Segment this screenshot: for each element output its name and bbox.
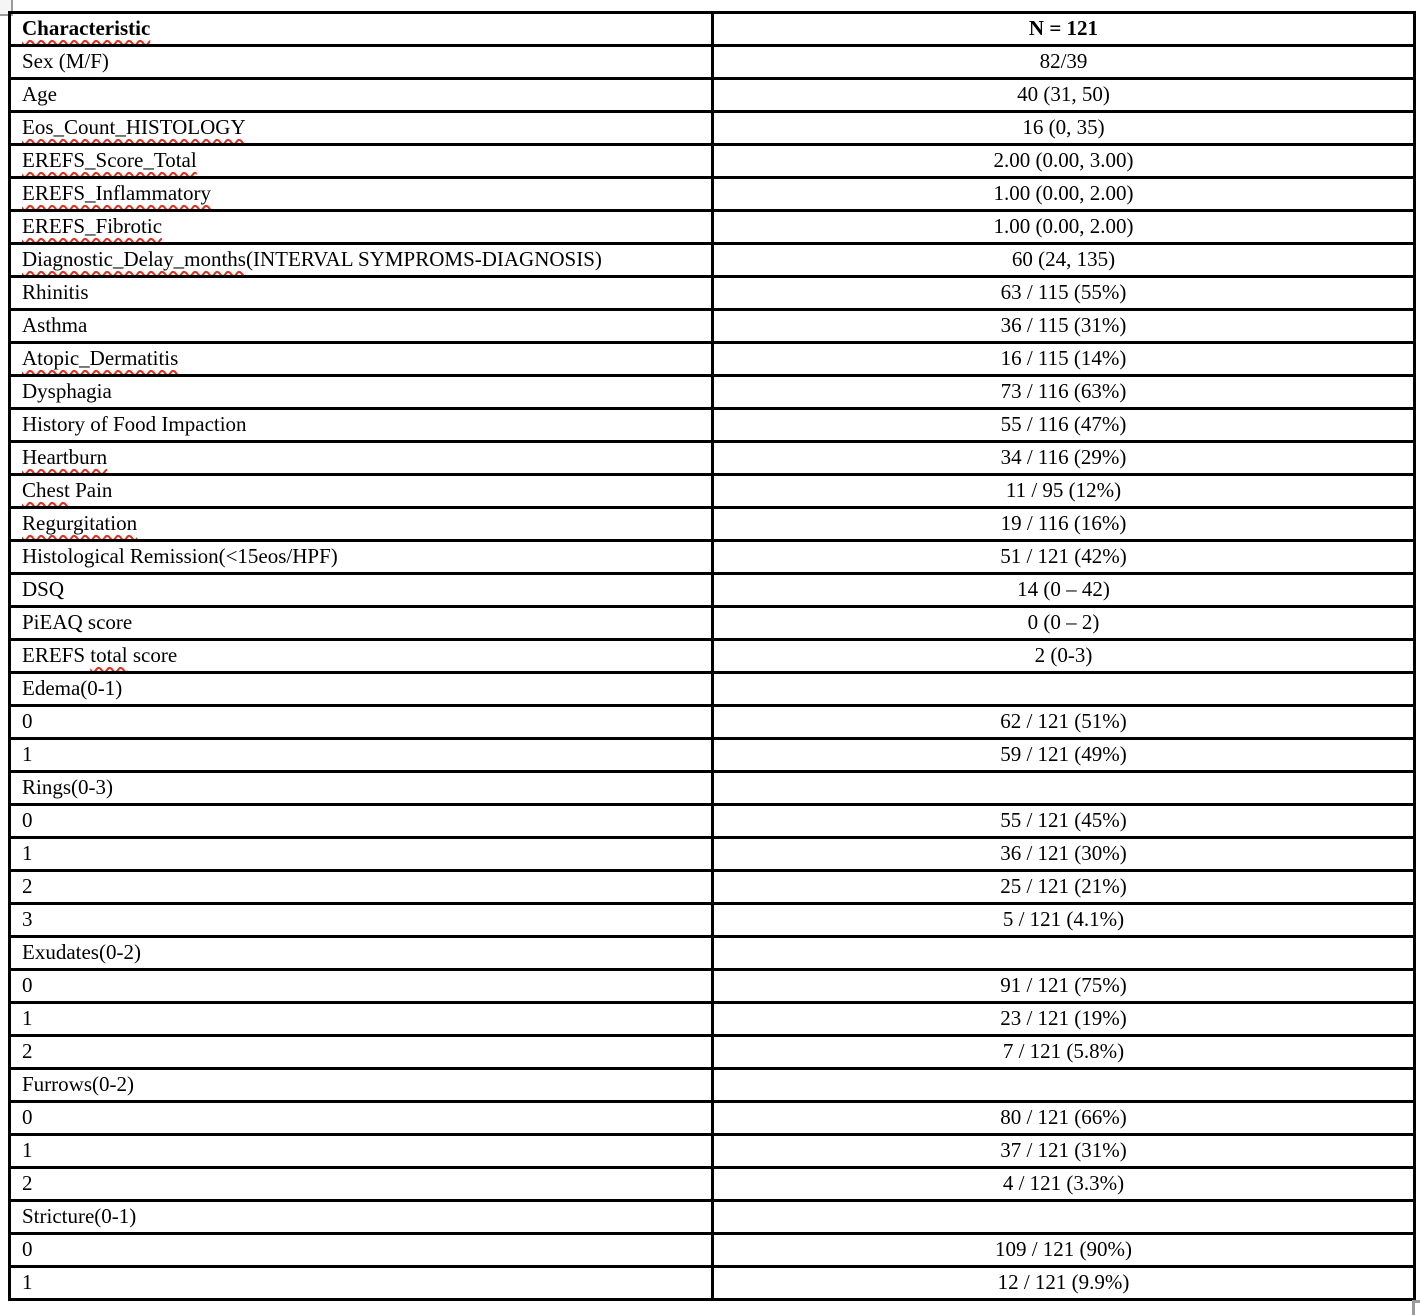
value-cell: 7 / 121 (5.8%) — [713, 1036, 1415, 1069]
value-cell: 82/39 — [713, 46, 1415, 79]
characteristic-label-text: 0 — [22, 709, 33, 734]
characteristic-cell — [10, 1069, 713, 1102]
table-row — [10, 772, 1415, 805]
value-cell: 2.00 (0.00, 3.00) — [713, 145, 1415, 178]
characteristic-cell — [10, 1102, 713, 1135]
characteristic-cell — [10, 1135, 713, 1168]
characteristic-label-text: Rings(0-3) — [22, 775, 113, 800]
characteristic-label-text: Dysphagia — [22, 379, 112, 404]
n-header-cell: N = 121 — [713, 13, 1415, 46]
characteristic-label-text: 3 — [22, 907, 33, 932]
table-row — [10, 1135, 1415, 1168]
value-cell: 55 / 121 (45%) — [713, 805, 1415, 838]
value-cell: 4 / 121 (3.3%) — [713, 1168, 1415, 1201]
characteristic-label-text: Asthma — [22, 313, 88, 338]
table-row — [10, 409, 1415, 442]
table-row — [10, 178, 1415, 211]
characteristic-cell — [10, 838, 713, 871]
characteristic-label-text: 1 — [22, 841, 33, 866]
characteristic-label-text: Heartburn — [22, 445, 108, 470]
characteristic-label-text: Histological Remission(<15eos/HPF) — [22, 544, 338, 569]
value-cell: 25 / 121 (21%) — [713, 871, 1415, 904]
characteristic-cell — [10, 211, 713, 244]
characteristic-cell — [10, 739, 713, 772]
value-cell: 14 (0 – 42) — [713, 574, 1415, 607]
characteristics-table — [8, 11, 1416, 1301]
value-cell: 55 / 116 (47%) — [713, 409, 1415, 442]
table-row — [10, 1201, 1415, 1234]
characteristic-cell — [10, 706, 713, 739]
characteristic-label-text: 2 — [22, 1039, 33, 1064]
characteristic-cell — [10, 1003, 713, 1036]
characteristic-label-text: Pain — [69, 478, 113, 503]
characteristic-label-text: Regurgitation — [22, 511, 138, 536]
table-row — [10, 1036, 1415, 1069]
value-cell — [713, 673, 1415, 706]
characteristic-label-text: Chest — [22, 478, 70, 503]
characteristic-cell — [10, 673, 713, 706]
characteristic-label-text: DSQ — [22, 577, 65, 602]
characteristic-label-text: Sex (M/F) — [22, 49, 109, 74]
value-cell: 11 / 95 (12%) — [713, 475, 1415, 508]
characteristic-cell — [10, 541, 713, 574]
characteristic-cell — [10, 1234, 713, 1267]
value-cell: 59 / 121 (49%) — [713, 739, 1415, 772]
characteristic-cell — [10, 46, 713, 79]
characteristic-label-text: Stricture(0-1) — [22, 1204, 137, 1229]
value-cell: 16 / 115 (14%) — [713, 343, 1415, 376]
header-row — [10, 13, 1415, 46]
characteristic-cell — [10, 937, 713, 970]
table-row — [10, 607, 1415, 640]
characteristic-label-text: Diagnostic_Delay_months — [22, 247, 246, 272]
table-row — [10, 970, 1415, 1003]
characteristic-cell — [10, 508, 713, 541]
table-row — [10, 310, 1415, 343]
table-row — [10, 739, 1415, 772]
characteristic-cell — [10, 574, 713, 607]
characteristic-cell — [10, 475, 713, 508]
characteristic-cell — [10, 904, 713, 937]
table-row — [10, 145, 1415, 178]
characteristic-label-text: score — [127, 643, 178, 668]
characteristic-cell — [10, 607, 713, 640]
characteristic-cell — [10, 310, 713, 343]
characteristic-label-text: EREFS_Fibrotic — [22, 214, 163, 239]
table-row — [10, 244, 1415, 277]
characteristic-label-text: Edema(0-1) — [22, 676, 123, 701]
characteristic-cell — [10, 640, 713, 673]
value-cell — [713, 1069, 1415, 1102]
table-row — [10, 1003, 1415, 1036]
table-row — [10, 1267, 1415, 1300]
table-row — [10, 706, 1415, 739]
characteristic-cell — [10, 343, 713, 376]
characteristic-cell — [10, 871, 713, 904]
table-row — [10, 838, 1415, 871]
value-cell: 19 / 116 (16%) — [713, 508, 1415, 541]
characteristic-cell — [10, 112, 713, 145]
characteristic-label-text: Furrows(0-2) — [22, 1072, 134, 1097]
characteristic-label-text: total — [90, 643, 128, 668]
characteristic-label-text: 1 — [22, 1138, 33, 1163]
characteristic-cell — [10, 1168, 713, 1201]
value-cell: 60 (24, 135) — [713, 244, 1415, 277]
table-row — [10, 376, 1415, 409]
characteristic-label-text: 2 — [22, 874, 33, 899]
value-cell: 2 (0-3) — [713, 640, 1415, 673]
characteristic-header-cell — [10, 13, 713, 46]
table-row — [10, 79, 1415, 112]
characteristic-label-text: EREFS — [22, 643, 91, 668]
table-row — [10, 541, 1415, 574]
value-cell: 36 / 121 (30%) — [713, 838, 1415, 871]
characteristic-cell — [10, 244, 713, 277]
table-row — [10, 112, 1415, 145]
value-cell: 1.00 (0.00, 2.00) — [713, 211, 1415, 244]
table-row — [10, 1102, 1415, 1135]
table-row — [10, 871, 1415, 904]
value-cell: 0 (0 – 2) — [713, 607, 1415, 640]
value-cell: 16 (0, 35) — [713, 112, 1415, 145]
value-cell: 5 / 121 (4.1%) — [713, 904, 1415, 937]
characteristic-label-text: History of Food Impaction — [22, 412, 247, 437]
value-cell: 36 / 115 (31%) — [713, 310, 1415, 343]
characteristic-label-text: 0 — [22, 973, 33, 998]
table-row — [10, 508, 1415, 541]
characteristic-cell — [10, 409, 713, 442]
table-row — [10, 904, 1415, 937]
value-cell: 63 / 115 (55%) — [713, 277, 1415, 310]
table-row — [10, 805, 1415, 838]
table-row — [10, 475, 1415, 508]
table-row — [10, 277, 1415, 310]
characteristic-label-text: 1 — [22, 1270, 33, 1295]
characteristic-label-text: EREFS_Score_Total — [22, 148, 197, 173]
table-row — [10, 1234, 1415, 1267]
value-cell: 1.00 (0.00, 2.00) — [713, 178, 1415, 211]
characteristic-label-text: Exudates(0-2) — [22, 940, 141, 965]
table-row — [10, 442, 1415, 475]
characteristic-cell — [10, 772, 713, 805]
characteristic-label-text: 1 — [22, 1006, 33, 1031]
table-row — [10, 673, 1415, 706]
characteristic-header-label: Characteristic — [22, 16, 151, 41]
value-cell: 91 / 121 (75%) — [713, 970, 1415, 1003]
table-row — [10, 343, 1415, 376]
value-cell: 80 / 121 (66%) — [713, 1102, 1415, 1135]
value-cell: 40 (31, 50) — [713, 79, 1415, 112]
characteristic-cell — [10, 145, 713, 178]
value-cell: 73 / 116 (63%) — [713, 376, 1415, 409]
characteristic-cell — [10, 1201, 713, 1234]
value-cell — [713, 772, 1415, 805]
characteristic-label-text: 2 — [22, 1171, 33, 1196]
value-cell: 12 / 121 (9.9%) — [713, 1267, 1415, 1300]
table-body — [10, 46, 1415, 1300]
value-cell: 62 / 121 (51%) — [713, 706, 1415, 739]
characteristic-label-text: 1 — [22, 742, 33, 767]
characteristic-cell — [10, 805, 713, 838]
characteristic-cell — [10, 376, 713, 409]
value-cell: 23 / 121 (19%) — [713, 1003, 1415, 1036]
characteristic-label-text: EREFS_Inflammatory — [22, 181, 211, 206]
characteristic-cell — [10, 1036, 713, 1069]
value-cell — [713, 937, 1415, 970]
value-cell: 34 / 116 (29%) — [713, 442, 1415, 475]
characteristic-label-text: Atopic_Dermatitis — [22, 346, 179, 371]
characteristic-label-text: 0 — [22, 1237, 33, 1262]
characteristic-label-text: Rhinitis — [22, 280, 89, 305]
table-row — [10, 574, 1415, 607]
characteristic-cell — [10, 277, 713, 310]
table-row — [10, 937, 1415, 970]
characteristic-label-text: Eos_Count_HISTOLOGY — [22, 115, 246, 140]
characteristic-label-text: 0 — [22, 808, 33, 833]
table-row — [10, 1069, 1415, 1102]
characteristic-cell — [10, 79, 713, 112]
characteristic-label-text: PiEAQ score — [22, 610, 133, 635]
value-cell — [713, 1201, 1415, 1234]
value-cell: 51 / 121 (42%) — [713, 541, 1415, 574]
characteristic-cell — [10, 178, 713, 211]
table-resize-handle — [1412, 1300, 1420, 1315]
characteristic-cell — [10, 442, 713, 475]
value-cell: 37 / 121 (31%) — [713, 1135, 1415, 1168]
table-row — [10, 1168, 1415, 1201]
table-row — [10, 211, 1415, 244]
characteristic-label-text: Age — [22, 82, 57, 107]
characteristic-label-text: 0 — [22, 1105, 33, 1130]
characteristic-label-text: (INTERVAL SYMPROMS-DIAGNOSIS) — [245, 247, 602, 272]
characteristic-cell — [10, 1267, 713, 1300]
table-row — [10, 640, 1415, 673]
characteristic-cell — [10, 970, 713, 1003]
table-row — [10, 46, 1415, 79]
value-cell: 109 / 121 (90%) — [713, 1234, 1415, 1267]
